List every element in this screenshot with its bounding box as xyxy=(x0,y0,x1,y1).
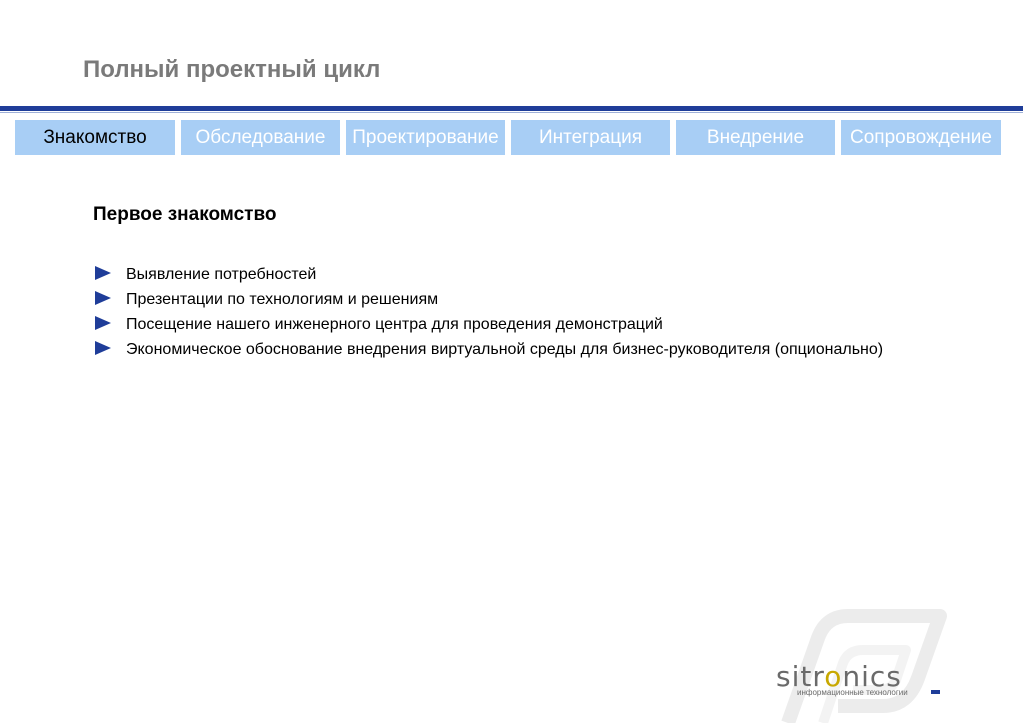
title-divider-thin xyxy=(0,112,1023,113)
tab-integratsiya[interactable]: Интеграция xyxy=(511,120,670,155)
triangle-bullet-icon xyxy=(95,316,111,330)
logo-tagline: информационные технологии xyxy=(797,688,908,697)
triangle-bullet-icon xyxy=(95,341,111,355)
list-item-text: Экономическое обоснование внедрения виртуальной среды для бизнес-руководителя (опционально) xyxy=(126,340,884,358)
list-item xyxy=(95,287,883,312)
page-title: Полный проектный цикл xyxy=(83,56,381,83)
list-item xyxy=(95,337,883,362)
list-item-text: Посещение нашего инженерного центра для проведения демонстраций xyxy=(126,315,663,333)
list-item xyxy=(95,262,883,287)
triangle-bullet-icon xyxy=(95,266,111,280)
list-item xyxy=(95,312,883,337)
triangle-bullet-icon xyxy=(95,291,111,305)
tab-proektirovanie[interactable]: Проектирование xyxy=(346,120,505,155)
list-item-text: Презентации по технологиям и решениям xyxy=(126,290,439,308)
list-item-text: Выявление потребностей xyxy=(126,265,317,283)
tab-vnedrenie[interactable]: Внедрение xyxy=(676,120,835,155)
tab-obsledovanie[interactable]: Обследование xyxy=(181,120,340,155)
section-heading: Первое знакомство xyxy=(93,204,277,225)
sitronics-logo: sitronics xyxy=(776,660,902,693)
phase-tabs xyxy=(15,120,1001,155)
tab-znakomstvo[interactable]: Знакомство xyxy=(15,120,175,155)
logo-square-icon xyxy=(931,690,940,694)
tab-soprovozhdenie[interactable]: Сопровождение xyxy=(841,120,1001,155)
bullet-list xyxy=(95,262,883,362)
title-divider xyxy=(0,106,1023,111)
